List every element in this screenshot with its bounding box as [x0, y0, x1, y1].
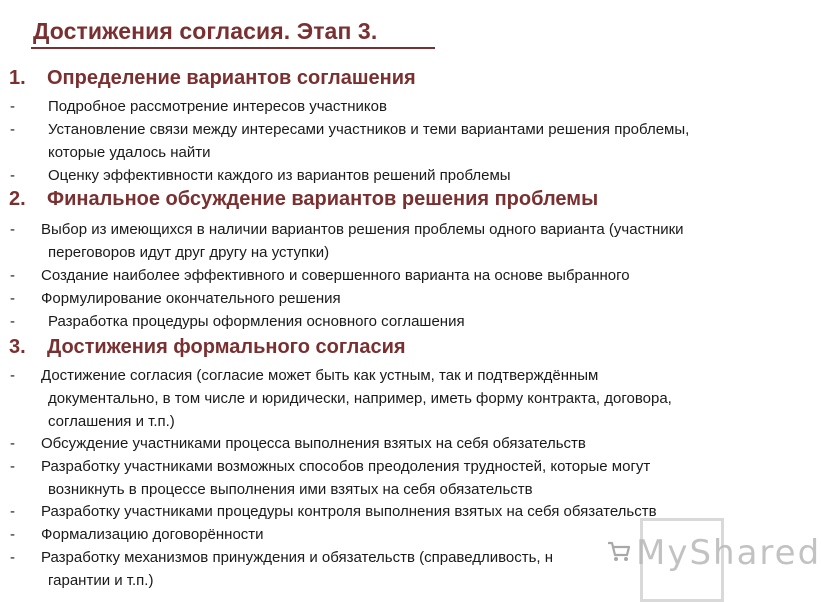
item-text: Формализацию договорённости: [41, 526, 264, 543]
watermark-text: MyShared: [636, 533, 821, 573]
item-text: Оценку эффективности каждого из вариантов решений проблемы: [48, 167, 511, 184]
item-text: Разработку участниками возможных способов преодоления трудностей, которые могут: [41, 458, 651, 475]
item-continuation: соглашения и т.п.): [48, 413, 175, 430]
item-continuation: которые удалось найти: [48, 144, 211, 161]
section-3-number: 3.: [9, 336, 26, 358]
item-text: Разработка процедуры оформления основного соглашения: [48, 313, 465, 330]
section-1-number: 1.: [9, 67, 26, 89]
item-text: Формулирование окончательного решения: [41, 290, 341, 307]
bullet-dash: -: [10, 290, 15, 307]
item-text: Обсуждение участниками процесса выполнения взятых на себя обязательств: [41, 435, 586, 452]
item-text: Разработку участниками процедуры контроля выполнения взятых на себя обязательств: [41, 503, 657, 520]
section-1-title: Определение вариантов соглашения: [47, 67, 416, 89]
section-2-heading: [9, 188, 598, 211]
bullet-dash: -: [10, 267, 15, 284]
bullet-dash: -: [10, 458, 15, 475]
item-text: Установление связи между интересами участников и теми вариантами решения проблемы,: [48, 121, 690, 138]
section-3-title: Достижения формального согласия: [47, 336, 406, 358]
slide-title: Достижения согласия. Этап 3.: [33, 18, 378, 44]
bullet-dash: -: [10, 549, 15, 566]
item-continuation: возникнуть в процессе выполнения ими взятых на себя обязательств: [48, 481, 533, 498]
bullet-dash: -: [10, 367, 15, 384]
section-1-heading: [9, 67, 416, 90]
section-2-number: 2.: [9, 188, 26, 210]
section-3-heading: [9, 336, 406, 359]
item-text: Подробное рассмотрение интересов участников: [48, 98, 387, 115]
bullet-dash: -: [10, 121, 15, 138]
bullet-dash: -: [10, 503, 15, 520]
bullet-dash: -: [10, 313, 15, 330]
item-text: Создание наиболее эффективного и совершенного варианта на основе выбранного: [41, 267, 630, 284]
item-continuation: документально, в том числе и юридически, например, иметь форму контракта, договора,: [48, 390, 672, 407]
bullet-dash: -: [10, 167, 15, 184]
bullet-dash: -: [10, 98, 15, 115]
bullet-dash: -: [10, 221, 15, 238]
title-underline: [31, 47, 435, 49]
item-text: Выбор из имеющихся в наличии вариантов решения проблемы одного варианта (участники: [41, 221, 684, 238]
item-continuation: гарантии и т.п.): [48, 572, 154, 589]
item-text: Разработку механизмов принуждения и обязательств (справедливость, н: [41, 549, 554, 566]
bullet-dash: -: [10, 526, 15, 543]
item-text: Достижение согласия (согласие может быть как устным, так и подтверждённым: [41, 367, 599, 384]
bullet-dash: -: [10, 435, 15, 452]
cart-icon: [606, 538, 632, 564]
item-continuation: переговоров идут друг другу на уступки): [48, 244, 330, 261]
section-2-title: Финальное обсуждение вариантов решения проблемы: [47, 188, 599, 210]
